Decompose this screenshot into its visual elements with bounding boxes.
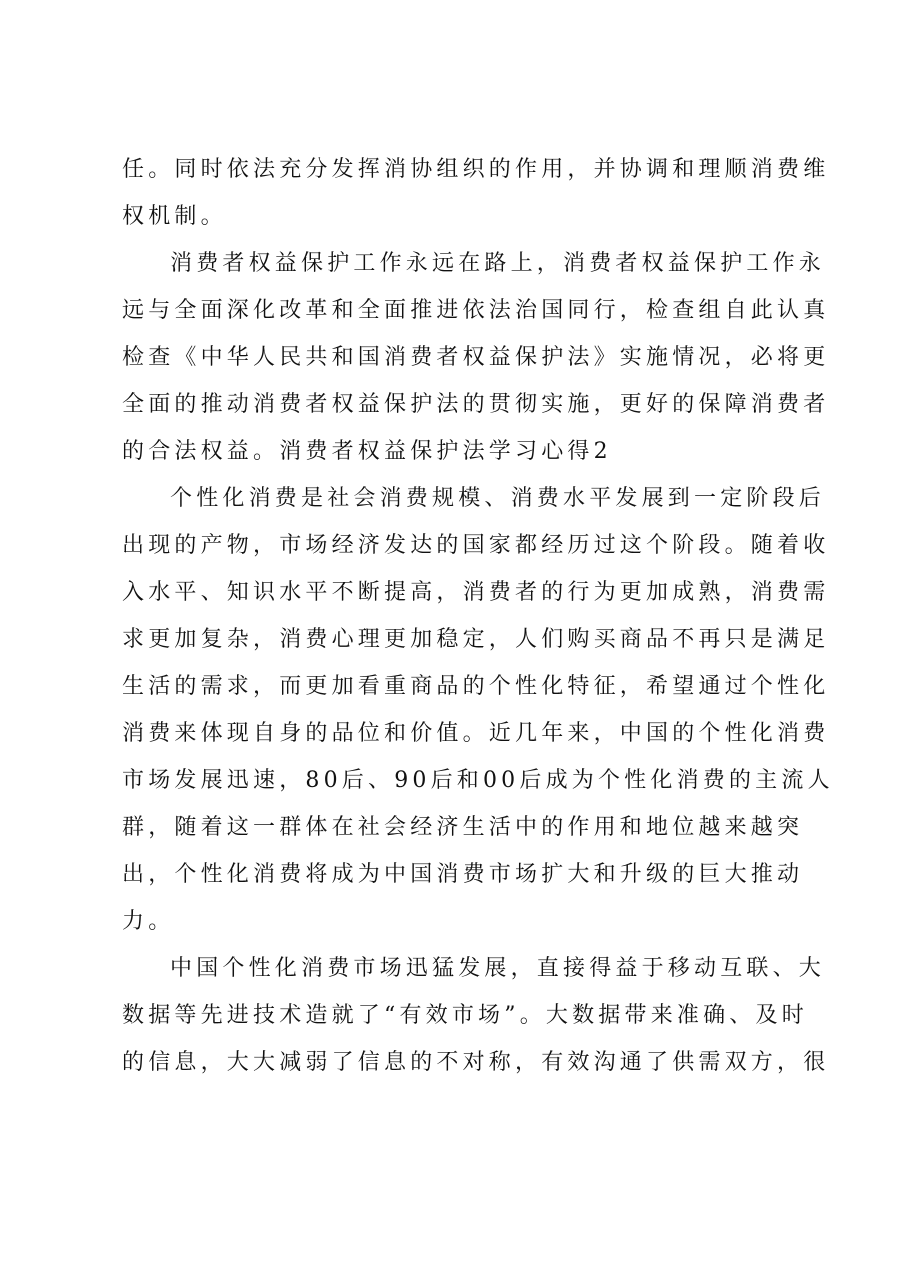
document-body	[122, 146, 834, 1086]
text-line: 个性化消费是社会消费规模、消费水平发展到一定阶段后	[170, 486, 826, 511]
text-line: 的信息，大大减弱了信息的不对称，有效沟通了供需双方，很	[122, 1050, 830, 1075]
text-line: 力。	[122, 909, 175, 934]
text-line: 数据等先进技术造就了“有效市场”。大数据带来准确、及时	[122, 1003, 808, 1028]
text-line: 消费来体现自身的品位和价值。近几年来，中国的个性化消费	[122, 721, 830, 746]
text-line: 权机制。	[122, 204, 227, 229]
text-line: 中国个性化消费市场迅猛发展，直接得益于移动互联、大	[170, 956, 826, 981]
text-line: 检查《中华人民共和国消费者权益保护法》实施情况，必将更	[122, 345, 830, 370]
text-line: 全面的推动消费者权益保护法的贯彻实施，更好的保障消费者	[122, 392, 830, 417]
text-line: 入水平、知识水平不断提高，消费者的行为更加成熟，消费需	[122, 580, 830, 605]
paragraph-1	[122, 146, 830, 240]
text-line: 群，随着这一群体在社会经济生活中的作用和地位越来越突	[122, 815, 804, 840]
paragraph-2	[122, 240, 830, 475]
text-line: 市场发展迅速，80后、90后和00后成为个性化消费的主流人	[122, 768, 834, 793]
text-line: 出，个性化消费将成为中国消费市场扩大和升级的巨大推动	[122, 862, 804, 887]
text-line: 出现的产物，市场经济发达的国家都经历过这个阶段。随着收	[122, 533, 830, 558]
text-line: 求更加复杂，消费心理更加稳定，人们购买商品不再只是满足	[122, 627, 830, 652]
paragraph-4	[122, 945, 830, 1086]
text-line: 生活的需求，而更加看重商品的个性化特征，希望通过个性化	[122, 674, 830, 699]
text-line: 消费者权益保护工作永远在路上，消费者权益保护工作永	[170, 251, 826, 276]
text-line: 的合法权益。消费者权益保护法学习心得2	[122, 439, 612, 464]
text-line: 远与全面深化改革和全面推进依法治国同行，检查组自此认真	[122, 298, 830, 323]
paragraph-3	[122, 475, 834, 945]
text-line: 任。同时依法充分发挥消协组织的作用，并协调和理顺消费维	[122, 157, 830, 182]
